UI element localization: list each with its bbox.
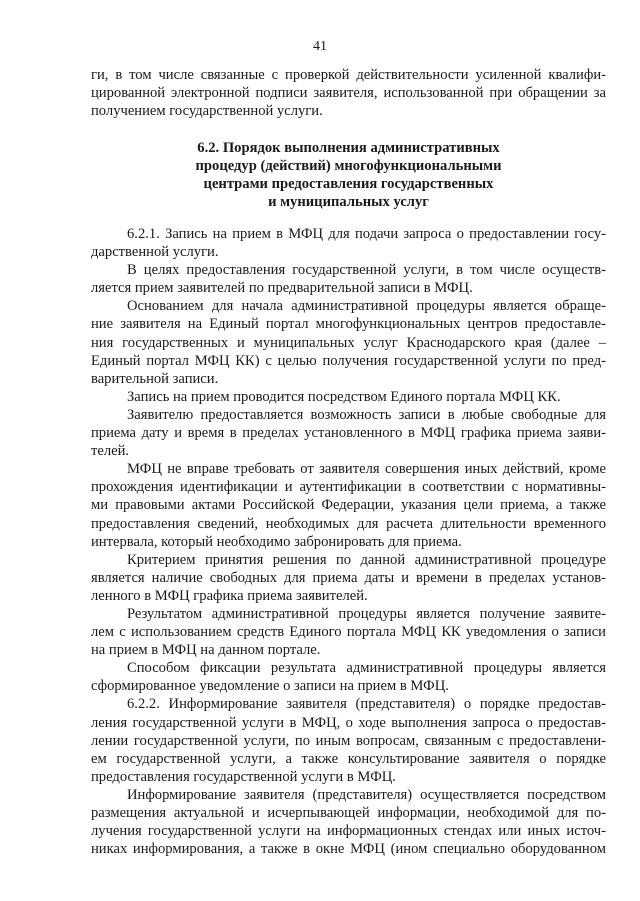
text-line: получением государственной услуги.: [91, 103, 323, 120]
intro-paragraph: [91, 66, 606, 120]
text-line: Основанием для начала административной процедуры является обраще-: [127, 298, 606, 315]
heading-line: и муниципальных услуг: [268, 194, 429, 211]
text-line: В целях предоставления государственной услуги, в том числе осуществ-: [127, 262, 606, 279]
text-line: ем государственной услуги, а также консультирование заявителя о порядке: [91, 750, 606, 767]
text-line: сформированное уведомление о записи на прием в МФЦ.: [91, 678, 449, 695]
paragraph-result: [91, 605, 606, 659]
paragraph-decision-criterion: [91, 551, 606, 605]
text-line: Заявителю предоставляется возможность записи в любые свободные для: [127, 406, 606, 423]
paragraph-fixation-method: [91, 659, 606, 695]
text-line: варительной записи.: [91, 370, 219, 387]
heading-line: центрами предоставления государственных: [203, 176, 494, 193]
text-line: ляется прием заявителей по предварительной записи в МФЦ.: [91, 280, 473, 297]
text-line: ления государственной услуги в МФЦ, о ходе выполнения запроса о предостав-: [91, 714, 606, 731]
paragraph-6-2-2: [91, 695, 606, 785]
text-line: Единый портал МФЦ КК) с целью получения государственной услуги по пред-: [91, 352, 606, 369]
paragraph-6-2-1: [91, 225, 606, 261]
text-line: лении государственной услуги, по иным вопросам, связанным с предоставлени-: [91, 732, 606, 749]
text-line: дарственной услуги.: [91, 244, 219, 261]
text-line: ги, в том числе связанные с проверкой действительности усиленной квалифи-: [91, 67, 606, 83]
text-line: никах информирования, а также в окне МФЦ (ином специально оборудованном: [91, 841, 606, 858]
text-line: лучения государственной услуги на информационных стендах или иных источ-: [91, 823, 606, 840]
section-heading: [91, 139, 606, 211]
text-line: размещения актуальной и исчерпывающей информации, необходимой для по-: [91, 805, 606, 821]
text-line: ние заявителя на Единый портал многофункциональных центров предоставле-: [91, 316, 606, 333]
paragraph-mfc-restrictions: [91, 460, 606, 550]
text-line: предоставления сведений, необходимых для расчета длительности временного: [91, 515, 606, 532]
text-line: Способом фиксации результата административной процедуры является: [127, 660, 606, 677]
paragraph-booking-portal: [91, 388, 606, 406]
text-line: 6.2.1. Запись на прием в МФЦ для подачи запроса о предоставлении госу-: [127, 226, 606, 242]
text-line: ния государственных и муниципальных услуг Краснодарского края (далее –: [91, 334, 606, 351]
paragraph-informing-method: [91, 786, 606, 858]
heading-line: процедур (действий) многофункциональными: [195, 158, 502, 175]
text-line: интервала, который необходимо забронировать для приема.: [91, 533, 462, 550]
text-line: ми правовыми актами Российской Федерации, указания цели приема, а также: [91, 497, 606, 514]
text-line: цированной электронной подписи заявителя, использованной при обращении за: [91, 85, 606, 102]
text-line: МФЦ не вправе требовать от заявителя совершения иных действий, кроме: [127, 461, 606, 478]
text-line: телей.: [91, 443, 130, 460]
text-line: Результатом административной процедуры является получение заявите-: [127, 605, 606, 622]
paragraph-preliminary-booking: [91, 261, 606, 297]
text-line: Информирование заявителя (представителя) осуществляется посредством: [127, 786, 606, 803]
text-line: на прием в МФЦ на данном портале.: [91, 642, 321, 659]
heading-line: 6.2. Порядок выполнения административных: [197, 140, 500, 156]
body-text: [91, 225, 606, 858]
paragraph-free-slots: [91, 406, 606, 460]
paragraph-grounds: [91, 297, 606, 387]
text-line: приема дату и время в пределах установленного в МФЦ графика приема заяви-: [91, 425, 606, 442]
text-line: ленного в МФЦ графика приема заявителей.: [91, 587, 368, 604]
text-line: Запись на прием проводится посредством Единого портала МФЦ КК.: [127, 388, 561, 405]
text-line: 6.2.2. Информирование заявителя (представителя) о порядке предостав-: [127, 696, 606, 713]
page-number: 41: [313, 39, 327, 54]
text-line: предоставления государственной услуги в МФЦ.: [91, 768, 396, 785]
text-line: прохождения идентификации и аутентификации в соответствии с нормативны-: [91, 479, 606, 496]
text-line: является наличие свободных для приема даты и времени в пределах установ-: [91, 569, 606, 586]
text-line: лем с использованием средств Единого портала МФЦ КК уведомления о записи: [91, 624, 606, 641]
text-line: Критерием принятия решения по данной административной процедуре: [127, 551, 606, 568]
